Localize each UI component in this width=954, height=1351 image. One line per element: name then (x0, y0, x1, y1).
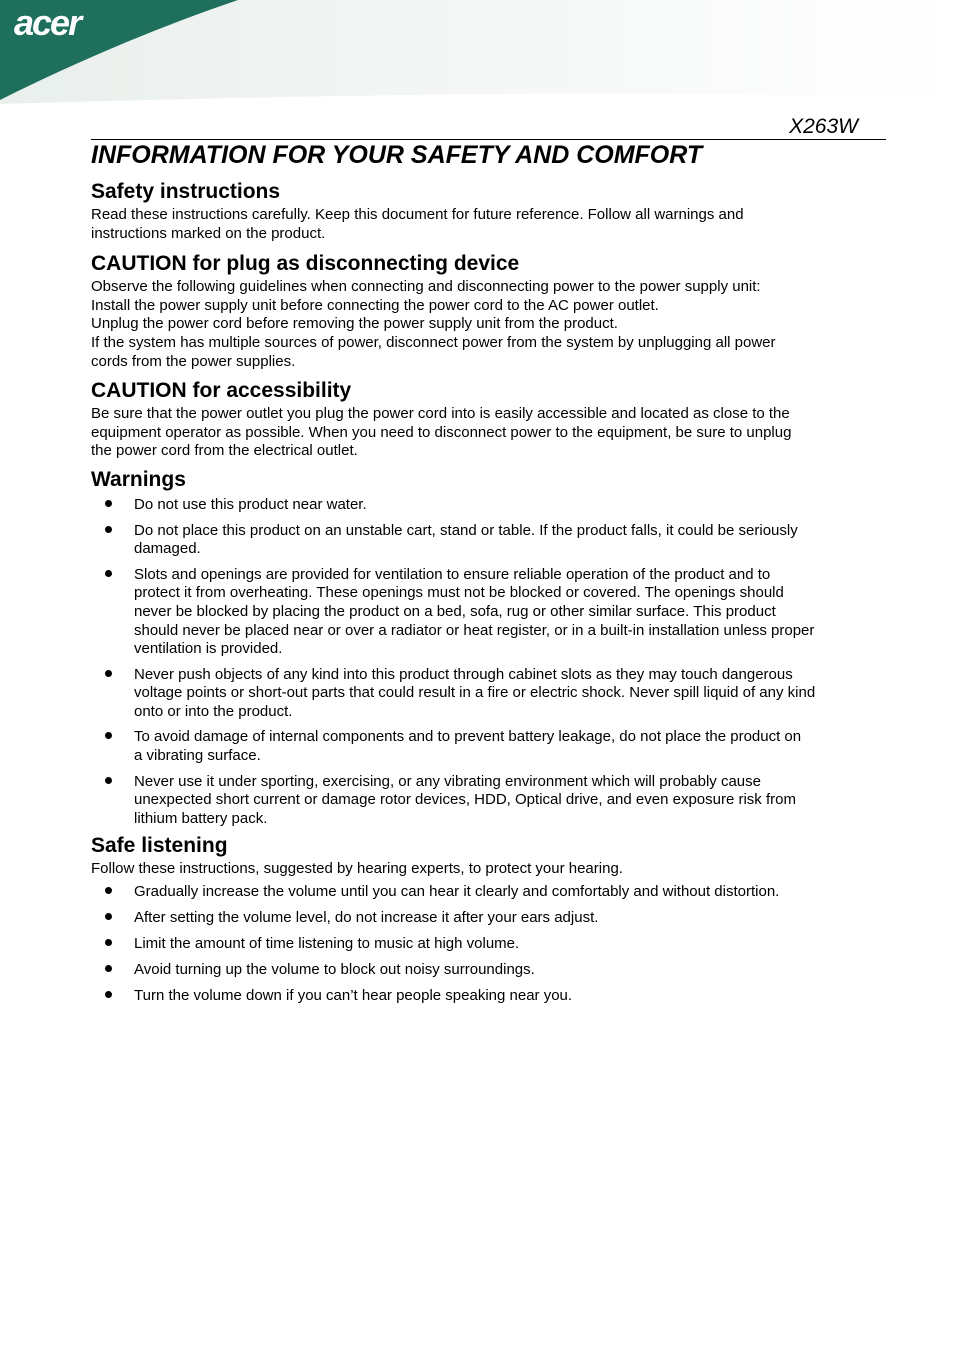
accessibility-caution-text (91, 405, 861, 461)
text-line: Install the power supply unit before connecting the power cord to the AC power outlet. (91, 296, 659, 314)
text-line: Unplug the power cord before removing the power supply unit from the product. (91, 315, 618, 333)
header-banner (0, 0, 954, 110)
text-line: If the system has multiple sources of power, disconnect power from the system by unplugging all power (91, 333, 776, 351)
warnings-heading: Warnings (91, 467, 186, 491)
text-line: Be sure that the power outlet you plug the power cord into is easily accessible and located as close to the (91, 405, 790, 423)
list-item (91, 909, 861, 928)
list-item (91, 496, 861, 515)
safe-listening-list (91, 883, 861, 1006)
list-item (91, 961, 861, 980)
text-line: instructions marked on the product. (91, 224, 326, 242)
text-line: Gradually increase the volume until you can hear it clearly and comfortably and without distortion. (134, 883, 780, 901)
text-line: Never use it under sporting, exercising, or any vibrating environment which will probably cause (134, 772, 761, 790)
text-line: Slots and openings are provided for ventilation to ensure reliable operation of the product and to (134, 565, 771, 583)
text-line: To avoid damage of internal components and to prevent battery leakage, do not place the product on (134, 728, 802, 746)
banner-swoosh (0, 0, 954, 110)
list-item (91, 773, 861, 829)
bullet-icon (105, 939, 112, 946)
text-line: never be blocked by placing the product on a bed, sofa, rug or other similar surface. This product (134, 602, 776, 620)
text-line: Limit the amount of time listening to music at high volume. (134, 935, 520, 952)
bullet-icon (105, 887, 112, 894)
document-body (91, 140, 861, 1006)
model-number: X263W (789, 115, 858, 138)
safety-instructions-heading: Safety instructions (91, 180, 281, 203)
page-title: INFORMATION FOR YOUR SAFETY AND COMFORT (91, 141, 703, 169)
text-line: Read these instructions carefully. Keep this document for future reference. Follow all warnings and (91, 206, 744, 223)
bullet-icon (105, 965, 112, 972)
list-item (91, 666, 861, 722)
bullet-icon (105, 991, 112, 998)
text-line: Do not use this product near water. (134, 495, 367, 513)
list-item (91, 935, 861, 954)
bullet-icon (105, 570, 112, 577)
text-line: Turn the volume down if you can’t hear people speaking near you. (134, 986, 573, 1004)
bullet-icon (105, 732, 112, 739)
text-line: Avoid turning up the volume to block out noisy surroundings. (134, 960, 535, 978)
accessibility-caution-heading: CAUTION for accessibility (91, 379, 352, 403)
text-line: Do not place this product on an unstable cart, stand or table. If the product falls, it could be seriously (134, 521, 798, 539)
bullet-icon (105, 913, 112, 920)
text-line: After setting the volume level, do not increase it after your ears adjust. (134, 909, 599, 927)
plug-caution-text (91, 278, 861, 371)
text-line: should never be placed near or over a radiator or heat register, or in a built-in installation unless proper (134, 621, 815, 639)
safety-instructions-text (91, 206, 861, 243)
list-item (91, 987, 861, 1006)
bullet-icon (105, 526, 112, 533)
bullet-icon (105, 777, 112, 784)
acer-logo: acer (14, 2, 81, 43)
list-item (91, 566, 861, 659)
text-line: ventilation is provided. (134, 640, 283, 658)
text-line: the power cord from the electrical outlet. (91, 442, 358, 460)
text-line: damaged. (134, 540, 201, 558)
bullet-icon (105, 500, 112, 507)
text-line: Never push objects of any kind into this product through cabinet slots as they may touch dangerous (134, 665, 793, 683)
plug-caution-heading: CAUTION for plug as disconnecting device (91, 252, 520, 276)
text-line: a vibrating surface. (134, 747, 261, 765)
text-line: protect it from overheating. These openings must not be blocked or covered. The openings should (134, 584, 784, 602)
bullet-icon (105, 670, 112, 677)
text-line: onto or into the product. (134, 702, 293, 720)
list-item (91, 728, 861, 765)
safe-listening-heading: Safe listening (91, 834, 228, 858)
list-item (91, 883, 861, 902)
text-line: voltage points or short-out parts that could result in a fire or electric shock. Never spill liquid of any kind (134, 684, 816, 702)
safe-listening-intro: Follow these instructions, suggested by hearing experts, to protect your hearing. (91, 860, 623, 878)
list-item (91, 522, 861, 559)
text-line: equipment operator as possible. When you need to disconnect power to the equipment, be sure to unplug (91, 423, 792, 441)
warnings-list (91, 496, 861, 829)
text-line: cords from the power supplies. (91, 352, 296, 370)
text-line: Observe the following guidelines when connecting and disconnecting power to the power supply unit: (91, 278, 761, 296)
text-line: unexpected short current or damage rotor devices, HDD, Optical drive, and even exposure risk from (134, 791, 796, 809)
text-line: lithium battery pack. (134, 809, 268, 827)
